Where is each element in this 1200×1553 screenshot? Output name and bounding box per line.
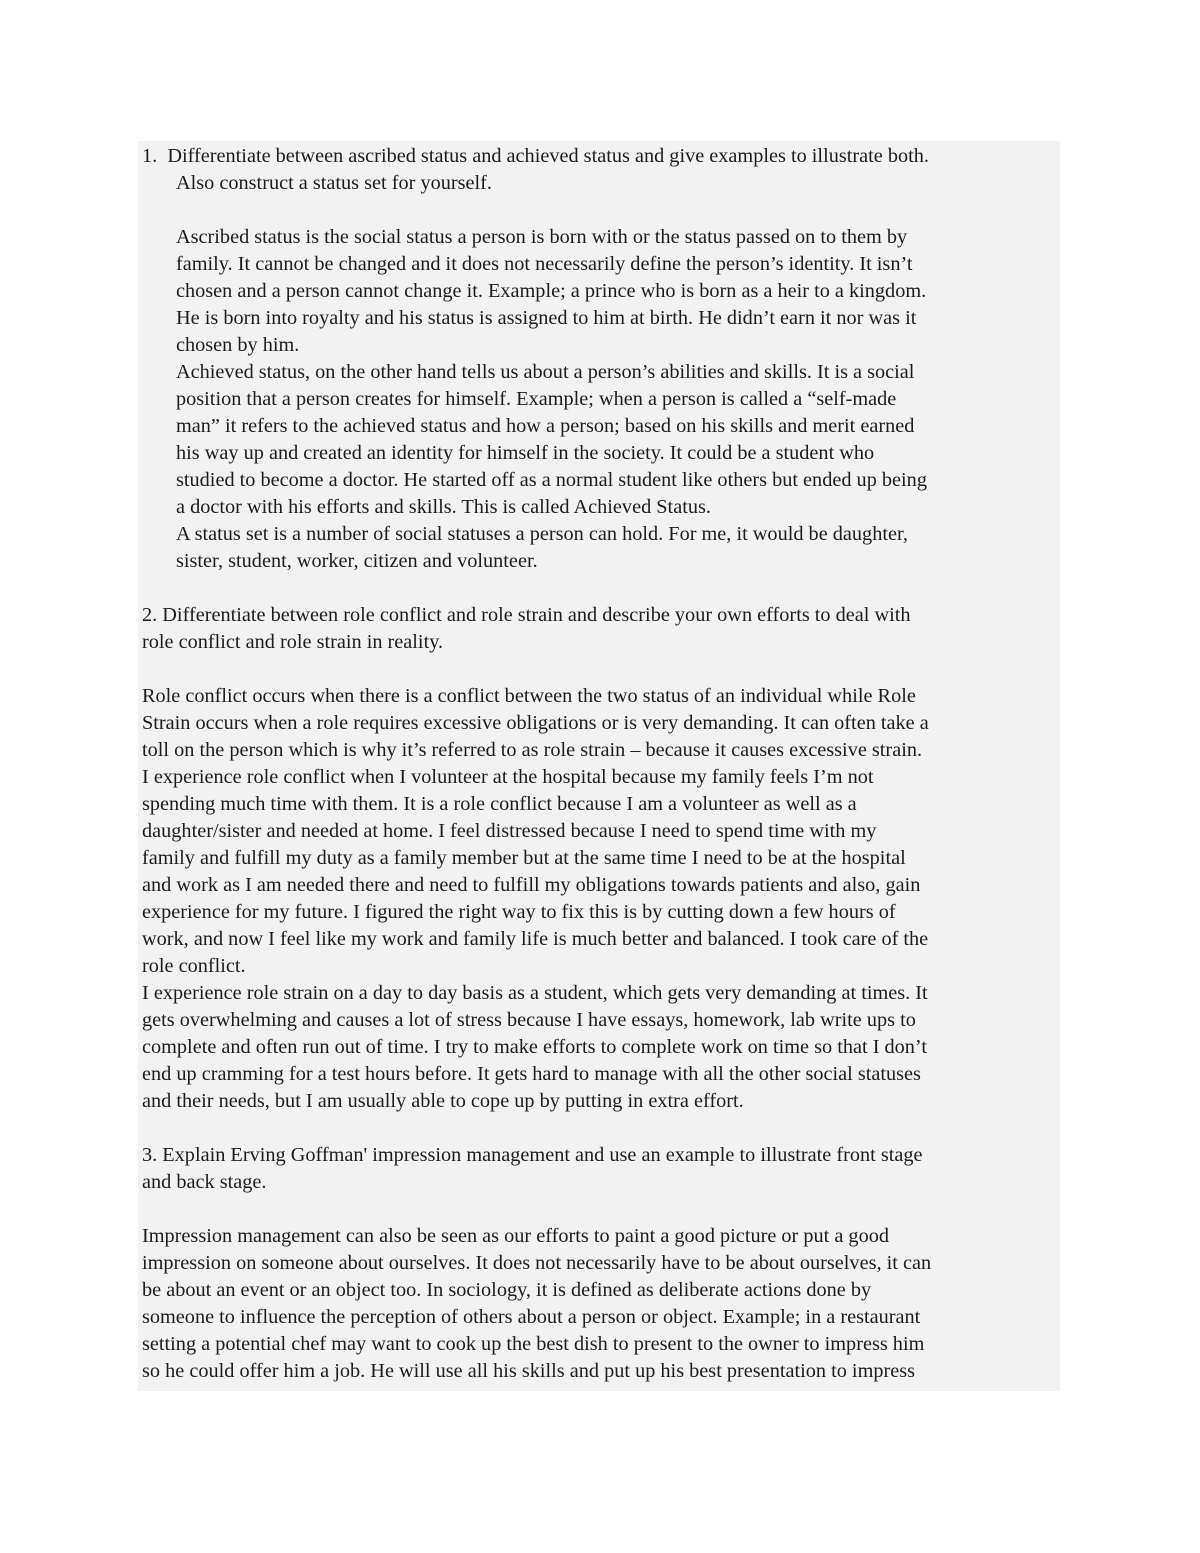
question-3 bbox=[142, 1142, 1064, 1196]
answer-3-line: someone to influence the perception of others about a person or object. Example; in a restaurant bbox=[142, 1306, 921, 1328]
answer-1-line: Achieved status, on the other hand tells us about a person’s abilities and skills. It is a social bbox=[176, 361, 915, 383]
answer-1-line: chosen by him. bbox=[176, 334, 300, 356]
answer-1-line: A status set is a number of social statuses a person can hold. For me, it would be daughter, bbox=[176, 523, 908, 545]
answer-1-line: family. It cannot be changed and it does not necessarily define the person’s identity. It isn’t bbox=[176, 253, 913, 275]
answer-1-line: studied to become a doctor. He started off as a normal student like others but ended up being bbox=[176, 469, 927, 491]
answer-3-line: be about an event or an object too. In sociology, it is defined as deliberate actions done by bbox=[142, 1279, 872, 1301]
question-2 bbox=[142, 602, 1064, 656]
answer-2 bbox=[142, 683, 1064, 1115]
answer-2-line: Role conflict occurs when there is a conflict between the two status of an individual while Role bbox=[142, 685, 916, 707]
answer-3 bbox=[142, 1223, 1064, 1385]
answer-2-line: I experience role strain on a day to day basis as a student, which gets very demanding at times. It bbox=[142, 982, 928, 1004]
answer-1 bbox=[142, 224, 1064, 575]
answer-2-line: spending much time with them. It is a role conflict because I am a volunteer as well as a bbox=[142, 793, 857, 815]
answer-2-line: daughter/sister and needed at home. I feel distressed because I need to spend time with my bbox=[142, 820, 877, 842]
answer-3-line: impression on someone about ourselves. It does not necessarily have to be about ourselves, it can bbox=[142, 1252, 932, 1274]
question-3-prompt-line: 3. Explain Erving Goffman' impression management and use an example to illustrate front stage bbox=[142, 1144, 923, 1166]
answer-2-line: and work as I am needed there and need to fulfill my obligations towards patients and also, gain bbox=[142, 874, 921, 896]
answer-2-line: I experience role conflict when I volunteer at the hospital because my family feels I’m not bbox=[142, 766, 874, 788]
question-1-prompt-line: Also construct a status set for yourself. bbox=[176, 172, 492, 194]
answer-2-line: family and fulfill my duty as a family member but at the same time I need to be at the hospital bbox=[142, 847, 906, 869]
question-2-prompt-line: role conflict and role strain in reality. bbox=[142, 631, 444, 653]
answer-1-line: chosen and a person cannot change it. Example; a prince who is born as a heir to a kingdom. bbox=[176, 280, 927, 302]
answer-2-line: gets overwhelming and causes a lot of stress because I have essays, homework, lab write ups to bbox=[142, 1009, 916, 1031]
answer-1-line: his way up and created an identity for himself in the society. It could be a student who bbox=[176, 442, 875, 464]
question-1-prompt-line: 1. Differentiate between ascribed status and achieved status and give examples to illustrate both. bbox=[142, 145, 929, 167]
document-body bbox=[142, 143, 1064, 1385]
answer-3-line: setting a potential chef may want to cook up the best dish to present to the owner to impress him bbox=[142, 1333, 925, 1355]
answer-1-line: position that a person creates for himself. Example; when a person is called a “self-made bbox=[176, 388, 897, 410]
answer-1-line: man” it refers to the achieved status and how a person; based on his skills and merit earned bbox=[176, 415, 915, 437]
question-3-prompt-line: and back stage. bbox=[142, 1171, 267, 1193]
answer-2-line: work, and now I feel like my work and family life is much better and balanced. I took care of the bbox=[142, 928, 929, 950]
answer-3-line: so he could offer him a job. He will use all his skills and put up his best presentation to impress bbox=[142, 1360, 916, 1382]
answer-2-line: Strain occurs when a role requires excessive obligations or is very demanding. It can often take a bbox=[142, 712, 929, 734]
answer-2-line: toll on the person which is why it’s referred to as role strain – because it causes excessive strain. bbox=[142, 739, 923, 761]
question-2-prompt-line: 2. Differentiate between role conflict and role strain and describe your own efforts to deal with bbox=[142, 604, 911, 626]
answer-1-line: a doctor with his efforts and skills. This is called Achieved Status. bbox=[176, 496, 711, 518]
question-1 bbox=[142, 143, 1064, 197]
answer-3-line: Impression management can also be seen as our efforts to paint a good picture or put a good bbox=[142, 1225, 889, 1247]
answer-2-line: complete and often run out of time. I try to make efforts to complete work on time so that I don’t bbox=[142, 1036, 927, 1058]
answer-1-line: sister, student, worker, citizen and volunteer. bbox=[176, 550, 538, 572]
answer-2-line: role conflict. bbox=[142, 955, 246, 977]
answer-2-line: and their needs, but I am usually able to cope up by putting in extra effort. bbox=[142, 1090, 744, 1112]
answer-2-line: end up cramming for a test hours before. It gets hard to manage with all the other social statuses bbox=[142, 1063, 921, 1085]
answer-1-line: He is born into royalty and his status is assigned to him at birth. He didn’t earn it nor was it bbox=[176, 307, 917, 329]
answer-2-line: experience for my future. I figured the right way to fix this is by cutting down a few hours of bbox=[142, 901, 896, 923]
answer-1-line: Ascribed status is the social status a person is born with or the status passed on to them by bbox=[176, 226, 908, 248]
